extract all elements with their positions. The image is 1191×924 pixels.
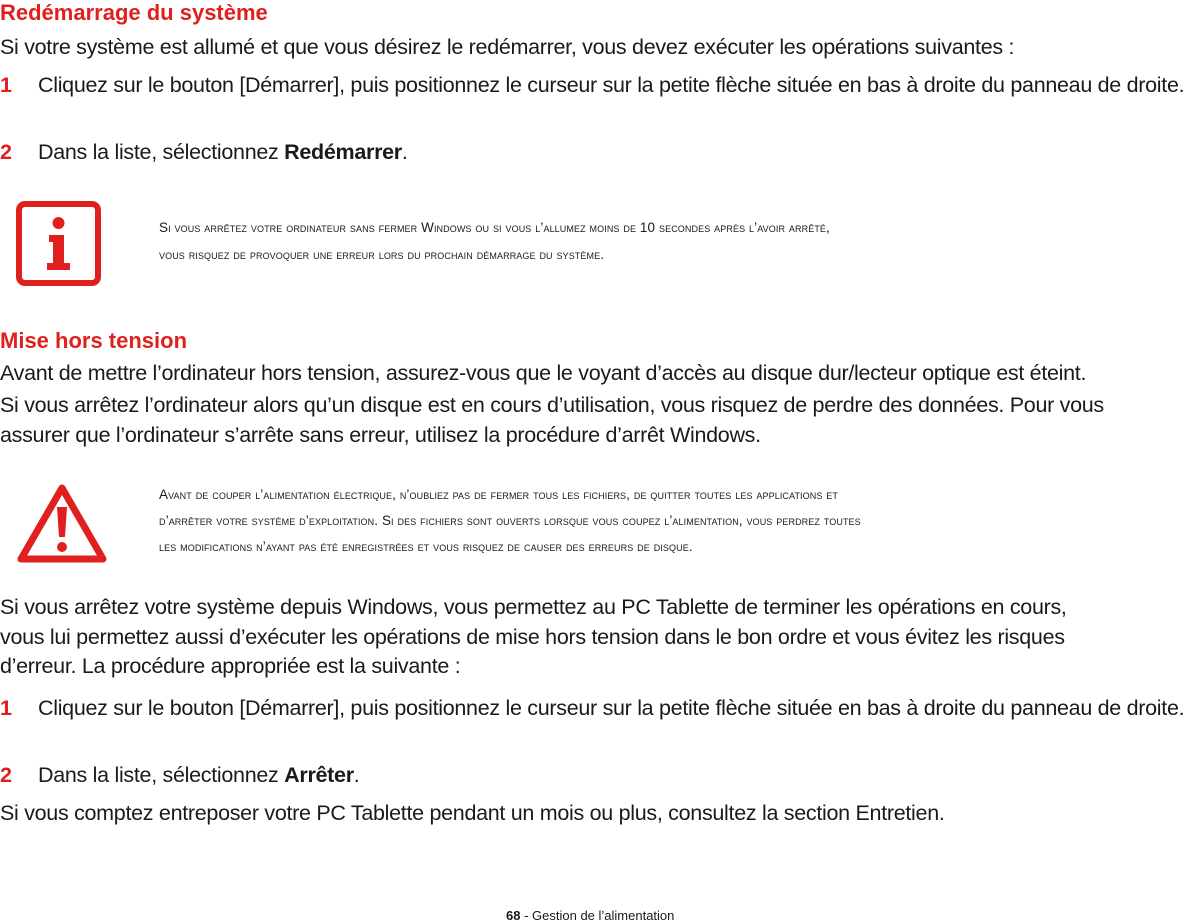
shutdown-step-1	[0, 694, 1191, 723]
warning-note-line-3: les modifications n’ayant pas été enregistrées et vous risquez de causer des erreurs de disque.	[159, 539, 693, 554]
step-number: 2	[0, 140, 12, 164]
shutdown-intro-line-2: Si vous arrêtez l’ordinateur alors qu’un disque est en cours d’utilisation, vous risquez de perdre des données. Pour vous	[0, 393, 1104, 417]
chapter-title: Gestion de l’alimentation	[532, 908, 675, 923]
step-number: 1	[0, 73, 12, 97]
step-text: Dans la liste, sélectionnez Redémarrer.	[38, 140, 408, 164]
section-heading-shutdown: Mise hors tension	[0, 328, 188, 353]
restart-intro: Si votre système est allumé et que vous désirez le redémarrer, vous devez exécuter les opérations suivantes :	[0, 35, 1015, 59]
warning-note-line-2: d’arrêter votre système d’exploitation. Si des fichiers sont ouverts lorsque vous coupez l’alimentation, vous perdrez toutes	[159, 513, 861, 528]
shutdown-body-line-1: Si vous arrêtez votre système depuis Windows, vous permettez au PC Tablette de terminer les opérations en cours,	[0, 595, 1067, 619]
shutdown-step-2	[0, 761, 1191, 790]
step-text: Dans la liste, sélectionnez Arrêter.	[38, 763, 360, 787]
warning-note-line-1: Avant de couper l’alimentation électrique, n’oubliez pas de fermer tous les fichiers, de quitter toutes les applications et	[159, 487, 838, 502]
page-number: 68	[506, 908, 521, 923]
step-text: Cliquez sur le bouton [Démarrer], puis positionnez le curseur sur la petite flèche située en bas à droite du panneau de droite.	[38, 696, 1185, 720]
info-note-line-1: Si vous arrêtez votre ordinateur sans fermer Windows ou si vous l’allumez moins de 10 secondes après l’avoir arrêté,	[159, 220, 830, 235]
warning-icon	[17, 483, 107, 568]
step-number: 2	[0, 763, 12, 787]
page-footer: 68 - Gestion de l’alimentation	[506, 908, 675, 923]
menu-option-shutdown: Arrêter	[284, 763, 354, 787]
section-heading-restart: Redémarrage du système	[0, 0, 268, 25]
shutdown-intro-line-3: assurer que l’ordinateur s’arrête sans erreur, utilisez la procédure d’arrêt Windows.	[0, 423, 761, 447]
shutdown-body-line-2: vous lui permettez aussi d’exécuter les opérations de mise hors tension dans le bon ordre et vous évitez les risques	[0, 625, 1065, 649]
menu-option-restart: Redémarrer	[284, 140, 402, 164]
restart-step-1	[0, 71, 1191, 100]
step-text: Cliquez sur le bouton [Démarrer], puis positionnez le curseur sur la petite flèche située en bas à droite du panneau de droite.	[38, 73, 1185, 97]
shutdown-body-line-3: d’erreur. La procédure appropriée est la suivante :	[0, 654, 461, 678]
step-number: 1	[0, 696, 12, 720]
restart-step-2	[0, 138, 1191, 167]
shutdown-intro-line-1: Avant de mettre l’ordinateur hors tension, assurez-vous que le voyant d’accès au disque dur/lecteur optique est éteint.	[0, 361, 1087, 385]
closing-paragraph: Si vous comptez entreposer votre PC Tablette pendant un mois ou plus, consultez la section Entretien.	[0, 801, 945, 825]
info-note-line-2: vous risquez de provoquer une erreur lors du prochain démarrage du système.	[159, 247, 605, 262]
info-icon	[16, 201, 101, 291]
